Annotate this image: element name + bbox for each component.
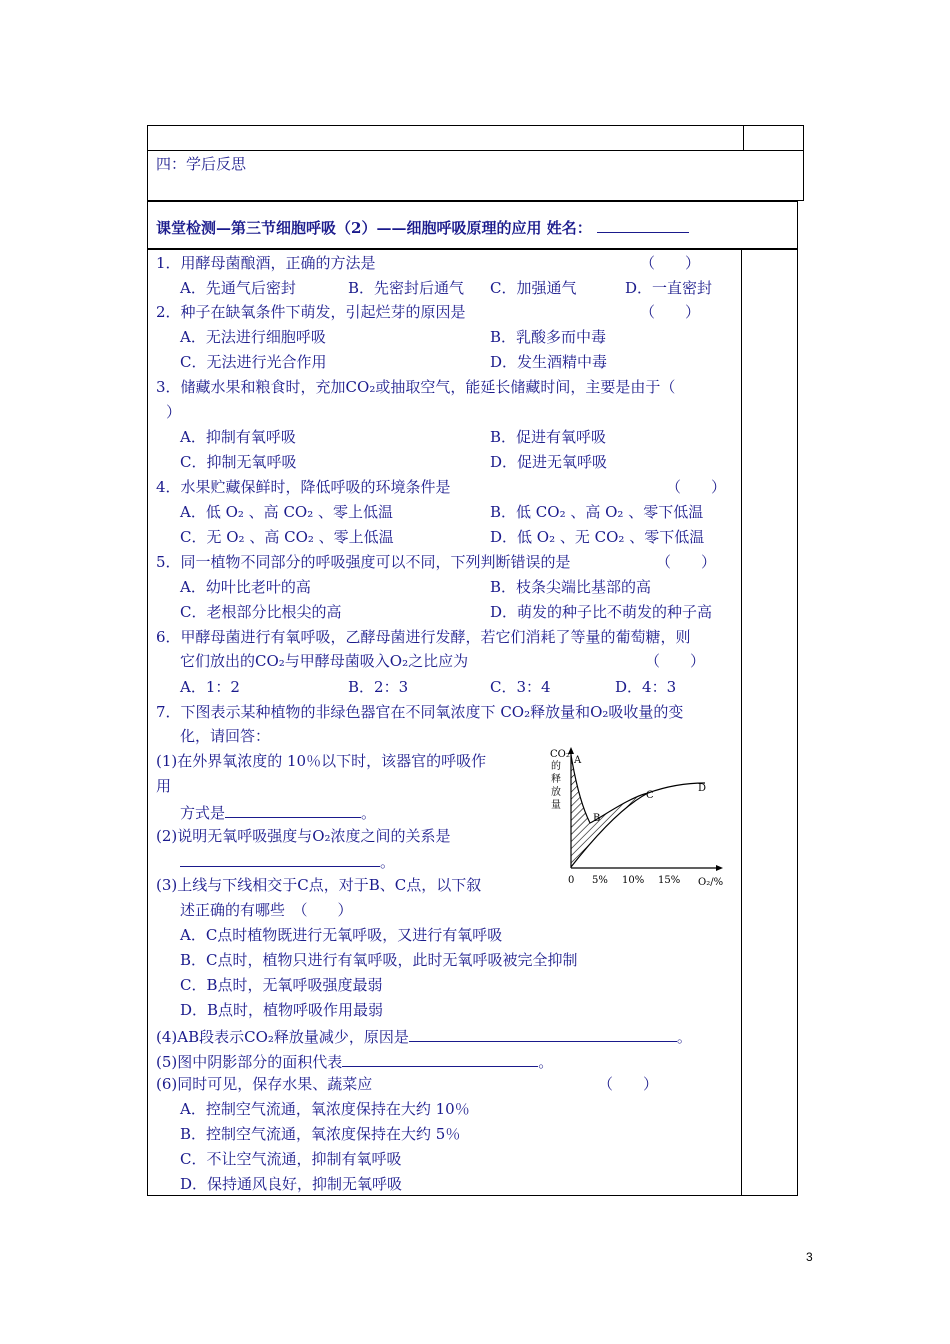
q7-sub3-cont: 述正确的有哪些 （ ） [180,901,353,919]
q5-stem: 5．同一植物不同部分的呼吸强度可以不同，下列判断错误的是 [156,553,571,571]
q2-paren: （ ） [640,303,701,321]
q6-stem-cont: 它们放出的CO₂与甲酵母菌吸入O₂之比应为 [180,652,469,670]
q3-stem: 3．储藏水果和粮食时，充加CO₂或抽取空气，能延长储藏时间，主要是由于（ [156,378,676,396]
respiration-figure [540,745,735,895]
q4-option-b: B．低 CO₂ 、高 O₂ 、零下低温 [490,503,704,521]
q7-sub3-option-d: D．B点时，植物呼吸作用最弱 [180,1001,384,1019]
x-axis-arrow [716,865,723,871]
q7-sub2-answer-line [180,848,395,874]
page-number: 3 [806,1250,813,1264]
q7-sub5 [156,1048,553,1074]
point-label-a: A [574,755,582,766]
q7-sub6: (6)同时可见，保存水果、蔬菜应 [156,1075,373,1093]
q7-sub4-end: 。 [676,1028,692,1046]
q7-sub2-end: 。 [380,853,396,871]
q2-option-a: A．无法进行细胞呼吸 [180,328,326,346]
q4-option-d: D．低 O₂ 、无 CO₂ 、零下低温 [490,528,705,546]
q4-paren: （ ） [666,478,727,496]
q1-option-a: A．先通气后密封 [180,279,296,297]
q7-sub3-option-b: B．C点时，植物只进行有氧呼吸，此时无氧呼吸被完全抑制 [180,951,578,969]
name-blank[interactable] [597,214,689,233]
top-table-row-divider [147,150,804,151]
q6-option-d: D．4：3 [615,678,677,696]
q7-sub6-option-d: D．保持通风良好，抑制无氧呼吸 [180,1175,403,1193]
q7-sub1-blank[interactable] [225,799,361,818]
reflection-heading: 四：学后反思 [156,155,247,173]
q7-sub3-option-c: C．B点时，无氧呼吸强度最弱 [180,976,383,994]
q2-option-d: D．发生酒精中毒 [490,353,608,371]
top-table-col-divider [743,125,744,150]
point-label-d: D [698,783,707,794]
q3-option-d: D．促进无氧呼吸 [490,453,608,471]
q7-sub1: (1)在外界氧浓度的 10％以下时，该器官的呼吸作 [156,752,487,770]
quiz-title-text: 课堂检测—第三节细胞呼吸（2）——细胞呼吸原理的应用 [156,219,542,237]
q5-paren: （ ） [656,553,717,571]
q7-sub5-blank[interactable] [342,1048,538,1067]
quiz-name-label: 姓名： [546,219,592,237]
q7-sub1-end: 。 [361,804,377,822]
q7-sub1-answer-line [180,799,376,825]
q2-option-c: C．无法进行光合作用 [180,353,327,371]
q1-option-c: C．加强通气 [490,279,577,297]
q2-option-b: B．乳酸多而中毒 [490,328,607,346]
q7-sub1-cont: 用 [156,777,172,795]
q7-sub2: (2)说明无氧呼吸强度与O₂浓度之间的关系是 [156,827,451,845]
q4-option-c: C．无 O₂ 、高 CO₂ 、零上低温 [180,528,394,546]
q1-option-d: D．一直密封 [625,279,713,297]
point-label-c: C [646,790,654,801]
q7-sub2-blank[interactable] [180,848,380,867]
x-tick-5: 5% [592,875,608,886]
x-tick-0: 0 [568,875,575,886]
q3-option-b: B．促进有氧呼吸 [490,428,607,446]
q7-sub5-label: (5)图中阴影部分的面积代表 [156,1053,343,1071]
q1-stem: 1．用酵母菌酿酒，正确的方法是 [156,254,376,272]
q7-sub3: (3)上线与下线相交于C点，对于B、C点，以下叙 [156,876,482,894]
q4-option-a: A．低 O₂ 、高 CO₂ 、零上低温 [180,503,394,521]
q7-sub6-option-a: A．控制空气流通，氧浓度保持在大约 10％ [180,1100,470,1118]
q6-option-c: C．3：4 [490,678,551,696]
point-label-b: B [593,813,601,824]
q2-stem: 2．种子在缺氧条件下萌发，引起烂芽的原因是 [156,303,466,321]
quiz-title [156,214,689,240]
q7-sub4 [156,1023,692,1049]
q1-paren: （ ） [640,254,701,272]
q1-option-b: B．先密封后通气 [348,279,465,297]
q7-sub6-option-b: B．控制空气流通，氧浓度保持在大约 5％ [180,1125,461,1143]
q3-option-a: A．抑制有氧呼吸 [180,428,296,446]
q6-paren: （ ） [645,652,706,670]
q7-stem-cont: 化，请回答： [180,727,271,745]
q7-sub6-option-c: C．不让空气流通，抑制有氧呼吸 [180,1150,402,1168]
q7-sub3-option-a: A．C点时植物既进行无氧呼吸，又进行有氧呼吸 [180,926,503,944]
x-tick-10: 10% [622,875,645,886]
q3-stem-cont: ） [166,403,182,421]
q5-option-c: C．老根部分比根尖的高 [180,603,342,621]
x-axis-label: O₂/% [698,877,724,888]
q7-stem: 7．下图表示某种植物的非绿色器官在不同氧浓度下 CO₂释放量和O₂吸收量的变 [156,703,684,721]
q6-option-b: B．2：3 [348,678,409,696]
q7-sub4-label: (4)AB段表示CO₂释放量减少，原因是 [156,1028,409,1046]
q7-sub5-end: 。 [538,1053,554,1071]
q4-stem: 4．水果贮藏保鲜时，降低呼吸的环境条件是 [156,478,451,496]
q5-option-a: A．幼叶比老叶的高 [180,578,311,596]
q3-option-c: C．抑制无氧呼吸 [180,453,297,471]
co2-release-curve [571,755,705,823]
q6-stem: 6．甲酵母菌进行有氧呼吸，乙酵母菌进行发酵，若它们消耗了等量的葡萄糖，则 [156,628,691,646]
q5-option-d: D．萌发的种子比不萌发的种子高 [490,603,713,621]
x-tick-15: 15% [658,875,681,886]
q5-option-b: B．枝条尖端比基部的高 [490,578,652,596]
quiz-body-col-divider [741,249,742,1196]
q7-sub4-blank[interactable] [409,1023,677,1042]
q7-sub1-label: 方式是 [180,804,226,822]
q6-option-a: A．1：2 [180,678,240,696]
y-axis-label: CO₂ 的 释 放 量 [550,749,570,811]
q7-sub6-paren: （ ） [598,1075,659,1093]
